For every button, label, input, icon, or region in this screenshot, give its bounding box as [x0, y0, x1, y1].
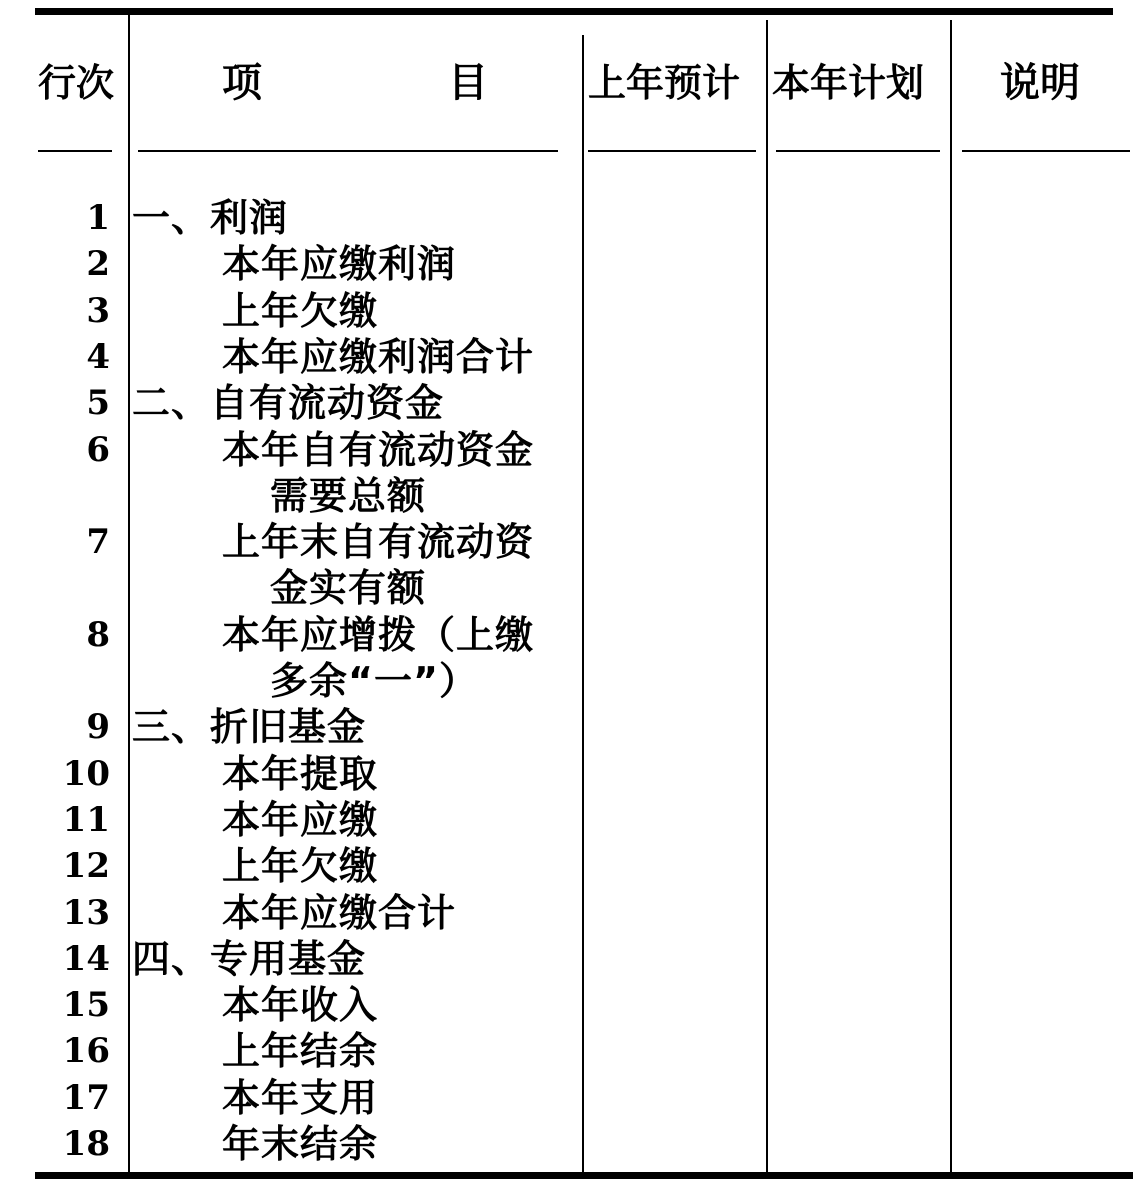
row-number: 12 [62, 846, 110, 887]
row-item-label: 本年提取 [222, 751, 379, 796]
row-number: 8 [86, 614, 110, 655]
row-number: 1 [86, 198, 110, 238]
row-number: 14 [62, 938, 110, 979]
row-item-label: 二、自有流动资金 [132, 381, 445, 426]
row-number: 10 [62, 753, 110, 794]
header-prev-year-estimate: 上年预计 [588, 61, 741, 105]
row-item-label: 本年应增拨（上缴 [222, 612, 535, 657]
row-item-label: 一、利润 [132, 196, 289, 240]
table-row [0, 844, 1135, 890]
table-row [0, 937, 1135, 983]
table-row [0, 520, 1135, 613]
row-item-label: 上年欠缴 [222, 844, 379, 889]
row-item-label: 本年应缴利润合计 [222, 334, 535, 379]
row-item-label: 上年结余 [222, 1029, 379, 1074]
table-row [0, 428, 1135, 521]
table-row [0, 752, 1135, 798]
row-item-label: 年末结余 [222, 1122, 379, 1166]
row-number: 6 [86, 429, 110, 470]
table-row [0, 983, 1135, 1029]
row-item-label: 本年应缴利润 [222, 242, 457, 287]
row-number: 2 [86, 244, 110, 285]
row-number: 9 [86, 707, 110, 748]
table-row [0, 335, 1135, 381]
header-row-number: 行次 [38, 61, 115, 105]
table-row [0, 289, 1135, 335]
table-row [0, 242, 1135, 288]
row-item-label: 三、折旧基金 [132, 705, 367, 750]
row-number: 18 [62, 1124, 110, 1164]
row-item-label: 上年末自有流动资 [222, 520, 535, 565]
row-item-label: 上年欠缴 [222, 288, 379, 333]
table-row [0, 196, 1135, 242]
table-row [0, 1029, 1135, 1075]
row-number: 11 [62, 799, 110, 840]
row-item-label: 本年应缴 [222, 797, 379, 842]
table-row [0, 705, 1135, 751]
row-number: 3 [86, 290, 110, 331]
header-item-part2: 目 [448, 60, 488, 106]
row-item-label: 本年支用 [222, 1075, 379, 1120]
table-row [0, 798, 1135, 844]
row-number: 17 [62, 1077, 110, 1118]
row-number: 5 [86, 383, 110, 424]
table-row [0, 381, 1135, 427]
row-item-label: 本年自有流动资金 [222, 427, 535, 472]
table-row [0, 1122, 1135, 1168]
header-notes: 说明 [1000, 60, 1080, 106]
row-item-label: 多余“一”） [270, 658, 478, 703]
row-item-label: 金实有额 [270, 566, 427, 611]
header-this-year-plan: 本年计划 [772, 61, 925, 105]
row-item-label: 四、专用基金 [132, 936, 367, 981]
row-item-label: 本年收入 [222, 983, 379, 1028]
row-number: 4 [86, 336, 110, 377]
row-number: 16 [62, 1031, 110, 1072]
header-item-part1: 项 [222, 60, 262, 106]
row-number: 7 [86, 522, 110, 563]
table-row [0, 613, 1135, 706]
row-item-label: 本年应缴合计 [222, 890, 457, 935]
row-item-label: 需要总额 [270, 473, 427, 518]
row-number: 13 [62, 892, 110, 933]
table-row [0, 891, 1135, 937]
row-number: 15 [62, 985, 110, 1026]
table-row [0, 1076, 1135, 1122]
